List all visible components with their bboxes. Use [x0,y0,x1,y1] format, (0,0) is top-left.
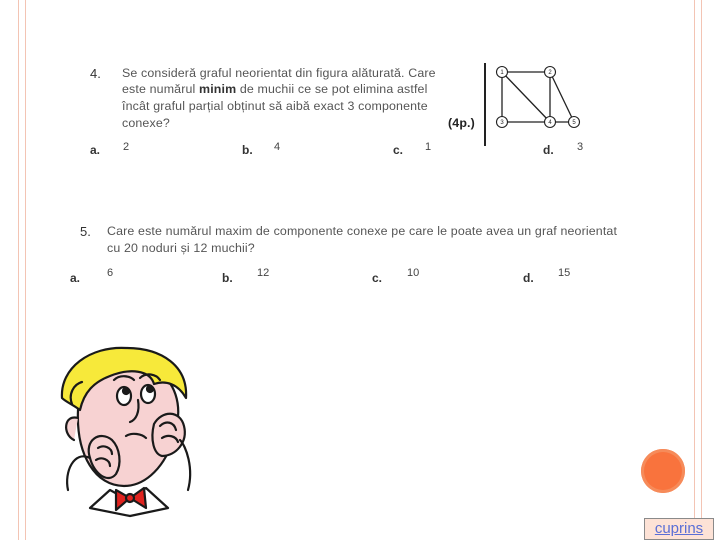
vertical-divider [484,63,486,146]
slide-frame-right [694,0,702,540]
option-value: 4 [274,141,281,153]
points-label: (4p.) [448,116,475,130]
graph-node-label: 4 [548,120,552,126]
option-value: 12 [257,267,270,279]
decorative-orange-circle [641,449,685,493]
option-letter: c. [393,143,404,157]
thinking-person-illustration [50,340,210,520]
option-letter: a. [90,143,101,157]
question-text-line [122,82,427,96]
question-number: 5. [80,224,91,239]
question-text-line: cu 20 noduri și 12 muchii? [107,241,255,255]
graph-node-label: 5 [572,120,576,126]
question-text-line: conexe? [122,116,170,130]
option-letter: c. [372,271,383,285]
option-value: 15 [558,267,571,279]
question-text-line: încât graful parțial obținut să aibă exact 3 componente [122,99,428,113]
option-value: 1 [425,141,432,153]
option-letter: a. [70,271,81,285]
option-value: 10 [407,267,420,279]
question-number: 4. [90,66,101,81]
graph-edge [502,72,550,122]
graph-figure [490,62,586,132]
table-of-contents-link[interactable]: cuprins [644,518,714,540]
option-letter: b. [222,271,233,285]
graph-edge [550,72,574,122]
option-value: 3 [577,141,584,153]
emphasis-word: minim [199,82,237,96]
graph-node-label: 1 [500,70,504,76]
option-value: 6 [107,267,114,279]
graph-node-label: 2 [548,70,552,76]
option-letter: d. [523,271,534,285]
slide-frame-left [18,0,26,540]
option-value: 2 [123,141,130,153]
option-letter: b. [242,143,253,157]
question-text-fragment: de muchii ce se pot elimina astfel [239,82,428,96]
question-text-fragment: este numărul [122,82,196,96]
graph-node-label: 3 [500,120,504,126]
option-letter: d. [543,143,554,157]
question-text-line: Se consideră graful neorientat din figura alăturată. Care [122,66,436,80]
question-text-line: Care este numărul maxim de componente conexe pe care le poate avea un graf neorientat [107,224,618,238]
